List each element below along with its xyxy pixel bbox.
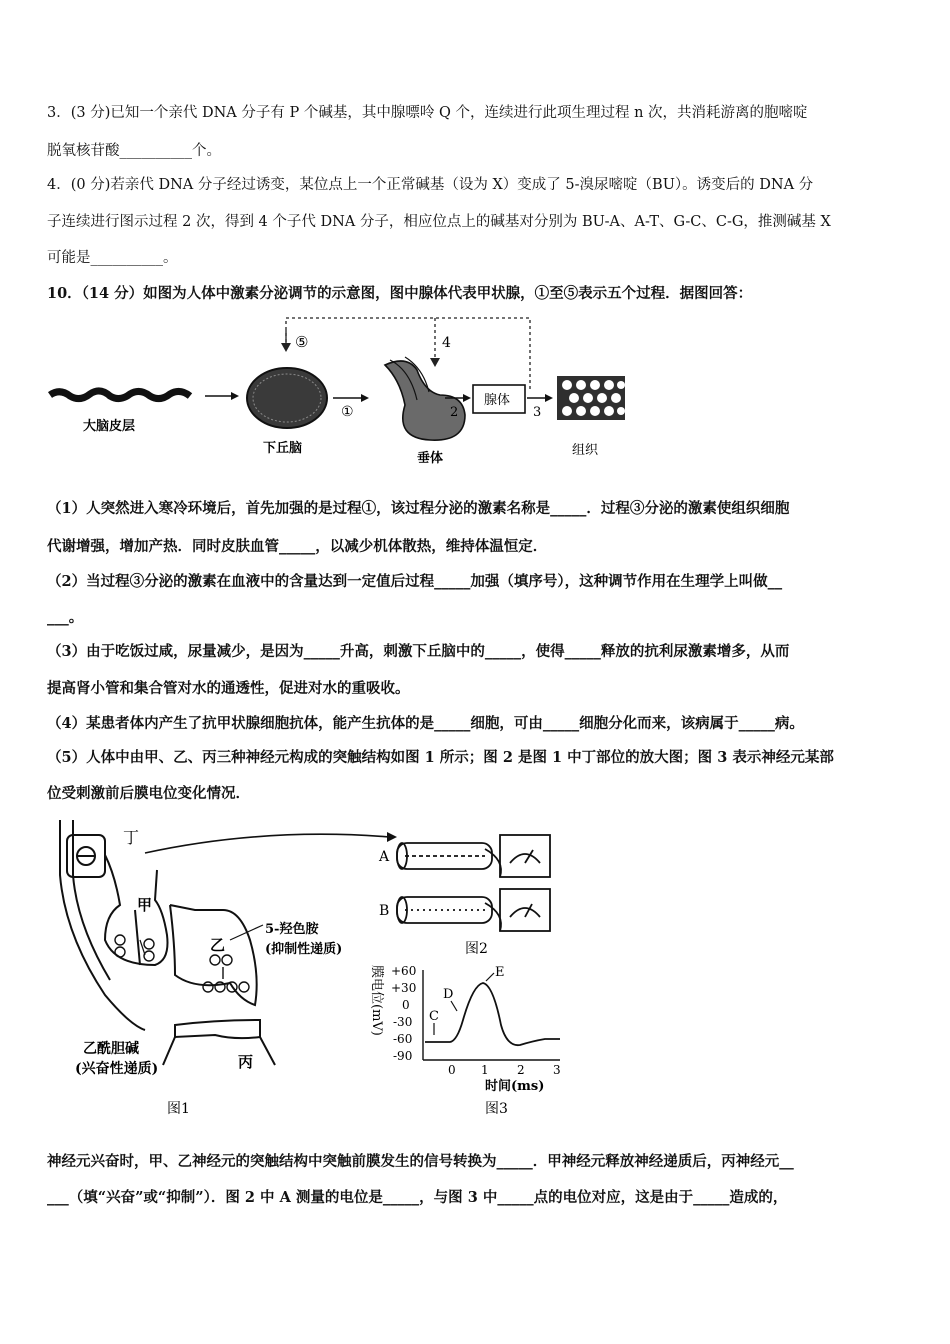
feedback-5-arrowhead (281, 343, 291, 352)
label-process-5: ⑤ (295, 333, 309, 351)
zoom-arrow (145, 834, 390, 853)
q10-s2-line-2: ___。 (47, 609, 84, 626)
label-serotonin-note: (抑制性递质) (265, 942, 343, 957)
y-axis-title: 膜电位(mV) (369, 965, 384, 1036)
point-e-pointer (486, 973, 494, 981)
feedback-4-arrowhead (430, 358, 440, 367)
x-axis-title: 时间(ms) (485, 1079, 545, 1094)
pituitary-shape (385, 361, 465, 440)
label-ding: 丁 (123, 828, 140, 847)
label-b: B (379, 903, 390, 919)
q10-s5-line-4: ___（填“兴奋”或“抑制”）．图 2 中 A 测量的电位是_____，与图 3 中_____点的电位对应，这是由于_____造成的， (47, 1189, 788, 1206)
label-serotonin: 5-羟色胺 (265, 922, 319, 937)
arrowhead-1 (231, 392, 239, 400)
q10-s5-line-2: 位受刺激前后膜电位变化情况． (47, 785, 250, 802)
zoom-arrowhead (387, 832, 397, 842)
q10-title: 10．（14 分）如图为人体中激素分泌调节的示意图，图中腺体代表甲状腺，①至⑤表示五个过程．据图回答： (47, 285, 753, 302)
y-tick-neg30: -30 (393, 1015, 413, 1029)
x-tick-0: 0 (448, 1063, 456, 1077)
label-a: A (379, 849, 390, 865)
hormone-regulation-diagram (45, 310, 645, 470)
y-tick-60: +60 (391, 964, 417, 978)
figure-1-drawing (60, 820, 275, 1065)
q10-s1-line-2: 代谢增强，增加产热．同时皮肤血管_____，以减少机体散热，维持体温恒定． (47, 538, 548, 555)
q3-line-2: 脱氧核苷酸__________个。 (47, 143, 221, 159)
y-tick-30: +30 (391, 981, 417, 995)
label-ach: 乙酰胆碱 (83, 1041, 139, 1057)
q10-s3-line-1: （3）由于吃饭过咸，尿量减少，是因为_____升高，刺激下丘脑中的_____，使得_____释放的抗利尿激素增多，从而 (47, 643, 790, 660)
figure-2-a-drawing (397, 835, 550, 877)
label-cortex: 大脑皮层 (83, 419, 136, 434)
arrowhead-2 (361, 394, 369, 402)
label-jia: 甲 (137, 896, 153, 914)
label-fig3: 图3 (485, 1101, 508, 1117)
q4-line-2: 子连续进行图示过程 2 次，得到 4 个子代 DNA 分子，相应位点上的碱基对分别为 BU-A、A-T、G-C、C-G，推测碱基 X (47, 214, 831, 230)
point-c: C (429, 1009, 439, 1024)
label-ach-note: (兴奋性递质) (75, 1061, 159, 1077)
arrowhead-4 (545, 394, 553, 402)
arrowhead-3 (463, 394, 471, 402)
serotonin-pointer (230, 925, 263, 940)
label-yi: 乙 (210, 936, 226, 954)
label-hypothalamus: 下丘脑 (263, 441, 303, 456)
x-tick-1: 1 (481, 1063, 489, 1077)
y-tick-0: 0 (402, 998, 410, 1012)
label-process-1: ① (341, 404, 354, 420)
q10-s3-line-2: 提高肾小管和集合管对水的通透性，促进对水的重吸收。 (47, 680, 410, 697)
label-pituitary: 垂体 (417, 451, 444, 466)
q4-line-3: 可能是__________。 (47, 250, 178, 266)
figure-3-chart (369, 964, 561, 1117)
synapse-figure (45, 815, 575, 1125)
y-tick-neg90: -90 (393, 1049, 413, 1063)
q3-line-1: 3．(3 分)已知一个亲代 DNA 分子有 P 个碱基，其中腺嘌呤 Q 个，连续进行此项生理过程 n 次，共消耗游离的胞嘧啶 (47, 105, 808, 121)
point-d: D (443, 987, 454, 1002)
q4-line-1: 4．(0 分)若亲代 DNA 分子经过诱变，某位点上一个正常碱基（设为 X）变成了 5-溴尿嘧啶（BU）。诱变后的 DNA 分 (47, 177, 814, 193)
figure-2-b-drawing (397, 889, 550, 931)
tissue-shape (557, 376, 625, 420)
q10-s1-line-1: （1）人突然进入寒冷环境后，首先加强的是过程①，该过程分泌的激素名称是_____．过程③分泌的激素使组织细胞 (47, 500, 790, 517)
cortex-shape (50, 391, 190, 399)
hypothalamus-shape (247, 368, 327, 428)
q10-s5-line-3: 神经元兴奋时，甲、乙神经元的突触结构中突触前膜发生的信号转换为_____．甲神经元释放神经递质后，丙神经元__ (47, 1153, 794, 1170)
y-tick-neg60: -60 (393, 1032, 413, 1046)
label-process-3: 3 (533, 405, 542, 420)
point-e: E (495, 965, 505, 980)
point-d-pointer (451, 1001, 457, 1011)
label-bing: 丙 (238, 1053, 254, 1071)
label-fig1: 图1 (167, 1101, 190, 1117)
q10-s2-line-1: （2）当过程③分泌的激素在血液中的含量达到一定值后过程_____加强（填序号），这种调节作用在生理学上叫做__ (47, 573, 783, 590)
x-tick-2: 2 (517, 1063, 525, 1077)
label-tissue: 组织 (572, 443, 599, 458)
label-process-4: 4 (442, 335, 451, 351)
x-tick-3: 3 (553, 1063, 561, 1077)
q10-s4-line-1: （4）某患者体内产生了抗甲状腺细胞抗体，能产生抗体的是_____细胞，可由_____细胞分化而来，该病属于_____病。 (47, 715, 804, 732)
q10-s5-line-1: （5）人体中由甲、乙、丙三种神经元构成的突触结构如图 1 所示；图 2 是图 1 中丁部位的放大图；图 3 表示神经元某部 (47, 749, 834, 766)
label-fig2: 图2 (465, 941, 488, 957)
label-gland: 腺体 (484, 393, 511, 408)
label-process-2: 2 (450, 405, 459, 420)
